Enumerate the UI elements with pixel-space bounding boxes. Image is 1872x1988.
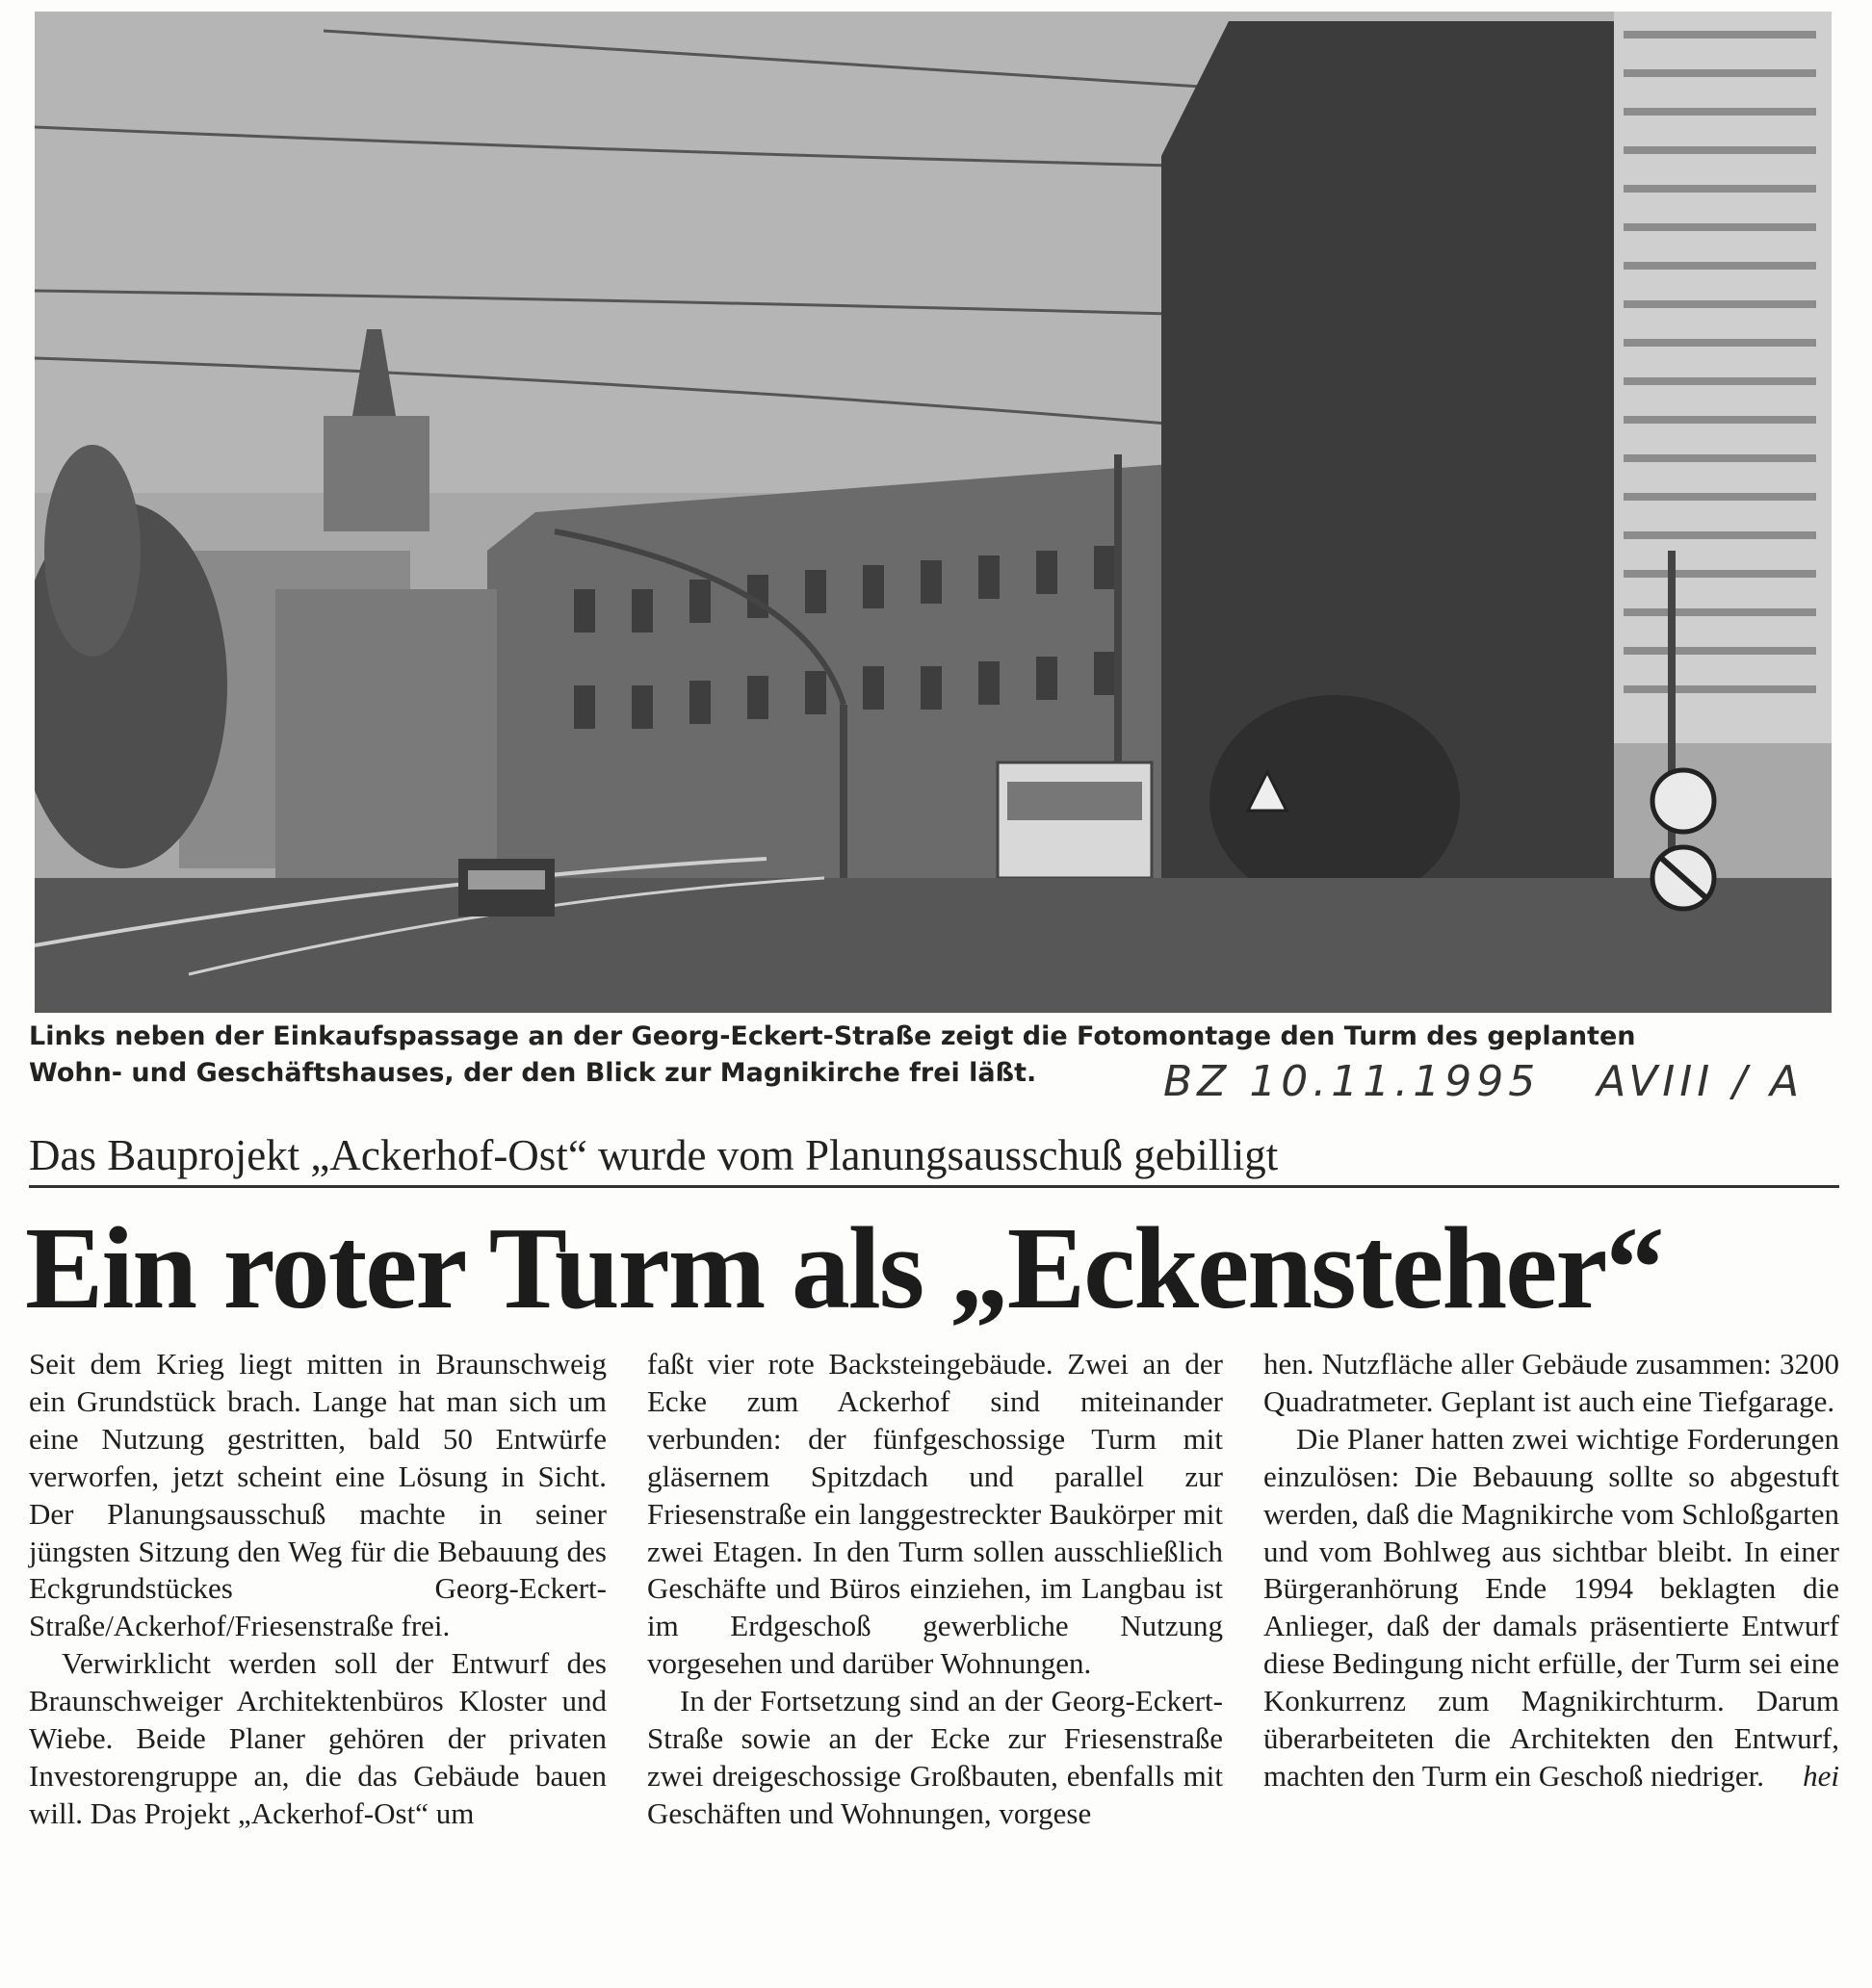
paragraph: hen. Nutzfläche aller Gebäude zusammen: 3200 Quadratmeter. Geplant ist auch eine Tiefgarage. xyxy=(1263,1347,1839,1418)
article-column-3 xyxy=(1263,1346,1839,1795)
annotation-date: BZ 10.11.1995 xyxy=(1163,1057,1541,1106)
paragraph: faßt vier rote Backsteingebäude. Zwei an der Ecke zum Ackerhof sind miteinander verbunden: der fünfgeschossige Turm mit gläsernem Spitzdach und parallel zur Friesenstraße ein langgestreckter Baukörper mit zwei Etagen. In den Turm sollen ausschließlich Geschäfte und Büros einziehen, im Langbau ist im Erdgeschoß gewerbliche Nutzung vorgesehen und darüber Wohnungen. xyxy=(647,1347,1223,1681)
annotation-code: AVIII / A xyxy=(1597,1057,1805,1106)
subhead-rule xyxy=(29,1185,1839,1188)
street-scene-image xyxy=(35,12,1832,1013)
paragraph: Seit dem Krieg liegt mitten in Braunschweig ein Grundstück brach. Lange hat man sich um eine Nutzung gestritten, bald 50 Entwürfe verworfen, jetzt scheint eine Lösung in Sicht. Der Planungsausschuß machte in seiner jüngsten Sitzung den Weg für die Bebauung des Eckgrundstückes Georg-Eckert-Straße/Ackerhof/Friesenstraße frei. xyxy=(29,1347,607,1643)
paragraph xyxy=(1263,1421,1839,1795)
author-signature: hei xyxy=(1803,1758,1839,1793)
handwritten-annotation xyxy=(1163,1057,1847,1124)
paragraph-text: Die Planer hatten zwei wichtige Forderungen einzulösen: Die Bebauung sollte so abgestuft werden, daß die Magnikirche vom Schloßgarten und vom Bohlweg aus sichtbar bleibt. In einer Bürgeranhörung Ende 1994 beklagten die Anlieger, daß der damals präsentierte Entwurf diese Bedingung nicht erfülle, der Turm sei eine Konkurrenz zum Magnikirchturm. Darum überarbeiteten die Architekten den Entwurf, machten den Turm ein Geschoß niedriger. xyxy=(1263,1421,1839,1793)
article-headline: Ein roter Turm als „Eckensteher“ xyxy=(25,1203,1663,1333)
caption-line-2: Wohn- und Geschäftshauses, der den Blick zur Magnikirche frei läßt. xyxy=(29,1058,1037,1088)
article-photo xyxy=(35,12,1832,1013)
article-column-1 xyxy=(29,1346,607,1833)
paragraph: In der Fortsetzung sind an der Georg-Eckert-Straße sowie an der Ecke zur Friesenstraße zwei dreigeschossige Großbauten, ebenfalls mit Geschäften und Wohnungen, vorgese xyxy=(647,1684,1223,1830)
caption-line-1: Links neben der Einkaufspassage an der Georg-Eckert-Straße zeigt die Fotomontage den Turm des geplanten xyxy=(29,1021,1636,1051)
article-column-2 xyxy=(647,1346,1223,1833)
article-subheadline: Das Bauprojekt „Ackerhof-Ost“ wurde vom Planungsausschuß gebilligt xyxy=(29,1131,1279,1179)
paragraph: Verwirklicht werden soll der Entwurf des Braunschweiger Architektenbüros Kloster und Wiebe. Beide Planer gehören der privaten Investorengruppe an, die das Gebäude bauen will. Das Projekt „Ackerhof-Ost“ um xyxy=(29,1646,607,1830)
